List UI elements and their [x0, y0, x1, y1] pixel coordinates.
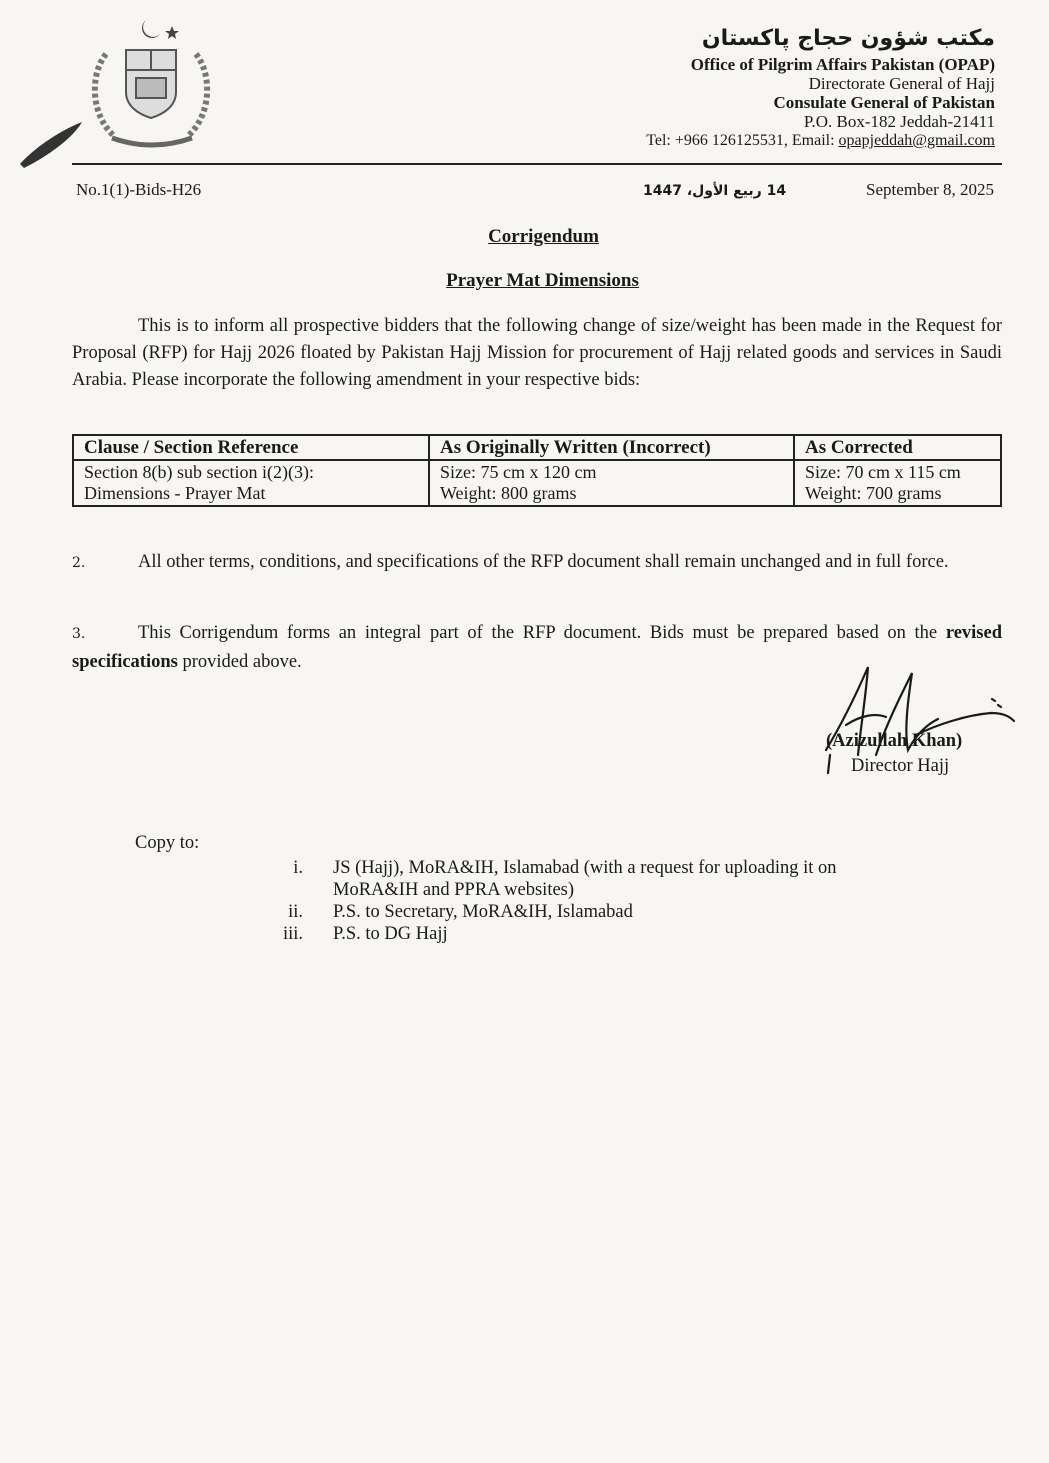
paragraph-3-text-bold: revised specifications	[72, 623, 1002, 672]
table-header-clause: Clause / Section Reference	[73, 435, 429, 460]
table-header-corrected: As Corrected	[794, 435, 1001, 460]
paragraph-3-number: 3.	[72, 626, 86, 642]
letterhead	[646, 26, 995, 150]
paragraph-3-text-before: This Corrigendum forms an integral part of the RFP document. Bids must be prepared based on the	[138, 623, 946, 643]
document-date: September 8, 2025	[866, 180, 994, 199]
letterhead-urdu-name: مكتب شؤون حجاج پاکستان	[701, 26, 995, 51]
reference-number: No.1(1)-Bids-H26	[76, 180, 202, 199]
state-emblem-logo	[18, 14, 218, 174]
letterhead-contact	[646, 131, 995, 150]
cell-corrected-size: Size: 70 cm x 115 cm	[805, 462, 961, 482]
list-item	[258, 901, 933, 923]
cell-original-weight: Weight: 800 grams	[440, 483, 577, 503]
list-item-line: JS (Hajj), MoRA&IH, Islamabad (with a request for uploading it on	[333, 858, 837, 878]
letterhead-consulate: Consulate General of Pakistan	[773, 93, 995, 112]
letterhead-directorate: Directorate General of Hajj	[808, 74, 995, 93]
cell-clause-line1: Section 8(b) sub section i(2)(3):	[84, 462, 314, 482]
paragraph-3-text-after: provided above.	[177, 652, 302, 672]
list-item-text	[333, 857, 933, 901]
document-subtitle: Prayer Mat Dimensions	[446, 270, 639, 291]
cell-original-size: Size: 75 cm x 120 cm	[440, 462, 597, 482]
letterhead-email-link[interactable]: opapjeddah@gmail.com	[838, 132, 995, 149]
list-item	[258, 923, 933, 945]
cell-original	[429, 460, 794, 506]
list-item-text: P.S. to DG Hajj	[333, 924, 448, 944]
cell-corrected	[794, 460, 1001, 506]
signatory-title: Director Hajj	[851, 756, 950, 776]
letterhead-office: Office of Pilgrim Affairs Pakistan (OPAP)	[690, 55, 995, 74]
document-title: Corrigendum	[488, 226, 599, 247]
table-row	[73, 460, 1001, 506]
cell-corrected-weight: Weight: 700 grams	[805, 483, 942, 503]
letterhead-pobox: P.O. Box-182 Jeddah-21411	[803, 112, 995, 131]
list-item-number: ii.	[288, 902, 303, 922]
header-divider	[72, 163, 1002, 165]
cell-clause	[73, 460, 429, 506]
copy-to-list	[258, 857, 933, 945]
paragraph-2-number: 2.	[72, 555, 86, 571]
cell-clause-line2: Dimensions - Prayer Mat	[84, 483, 266, 503]
paragraph-2-text: All other terms, conditions, and specifications of the RFP document shall remain unchanged and in full force.	[138, 552, 949, 572]
hijri-date: 14 ربيع الأول، 1447	[643, 183, 787, 199]
list-item-line: MoRA&IH and PPRA websites)	[333, 880, 575, 900]
table-header-original: As Originally Written (Incorrect)	[429, 435, 794, 460]
table-header-row	[73, 435, 1001, 460]
list-item-number: i.	[293, 858, 303, 878]
signatory-name: (Azizullah Khan)	[826, 731, 963, 751]
list-item-text: P.S. to Secretary, MoRA&IH, Islamabad	[333, 902, 633, 922]
intro-paragraph: This is to inform all prospective bidders that the following change of size/weight has been made in the Request for Proposal (RFP) for Hajj 2026 floated by Pakistan Hajj Mission for procurement of Hajj related goods and services in Saudi Arabia. Please incorporate the following amendment in your respective bids:	[72, 316, 1002, 390]
copy-to-label: Copy to:	[135, 833, 200, 853]
list-item-number: iii.	[282, 924, 303, 944]
amendment-table	[72, 434, 1002, 507]
list-item	[258, 857, 933, 901]
paragraph-2	[72, 548, 1002, 577]
letterhead-tel: Tel: +966 126125531, Email:	[646, 132, 839, 149]
